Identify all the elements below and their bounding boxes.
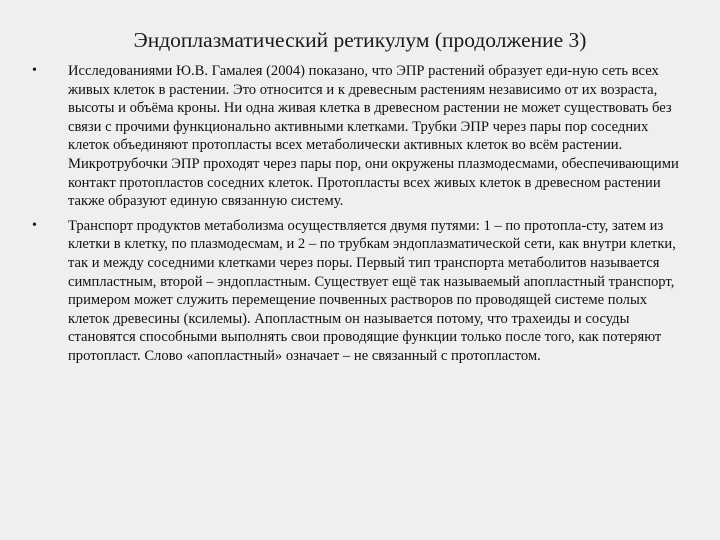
bullet-icon: • xyxy=(32,63,37,78)
bullet-item-ms-research xyxy=(30,62,690,211)
bullet-text: Транспорт продуктов метаболизма осуществляется двумя путями: 1 – по протопла-сту, затем из клетки в клетку, по плазмодесмам, и 2 – по трубкам эндоплазматической сети, как внутри клетки, так и между соседними клетками через поры. Первый тип транспорта метаболитов называется симпластным, второй – эндопластным. Существует ещё так называемый апопластный транспорт, примером может служить перемещение почвенных растворов по проводящей системе полых клеток древесины (ксилемы). Апопластным он называется потому, что трахеиды и сосуды становятся способными выполнять свои проводящие функции только после того, как потеряют протопласт. Слово «апопластный» означает – не связанный с протопластом. xyxy=(68,217,676,364)
slide-content xyxy=(30,62,690,372)
bullet-text: Исследованиями Ю.В. Гамалея (2004) показано, что ЭПР растений образует еди-ную сеть всех живых клеток в растении. Это относится и к древесным растениям независимо от их возраста, высоты и объёма кроны. Ни одна живая клетка в древесном растении не может существовать без связи с прочими функционально активными клетками. Трубки ЭПР через пары пор соседних клеток объединяют протопласты всех метаболически активных клеток во всём растении. Микротрубочки ЭПР проходят через пары пор, они окружены плазмодесмами, обеспечивающими контакт протопластов соседних клеток. Протопласты всех живых клеток в древесном растении также образуют единую связанную систему. xyxy=(68,63,679,210)
slide-title: Эндоплазматический ретикулум (продолжение 3) xyxy=(133,28,587,52)
bullet-item-transport xyxy=(30,217,690,366)
bullet-icon: • xyxy=(32,217,37,233)
bullet-list xyxy=(30,62,690,366)
